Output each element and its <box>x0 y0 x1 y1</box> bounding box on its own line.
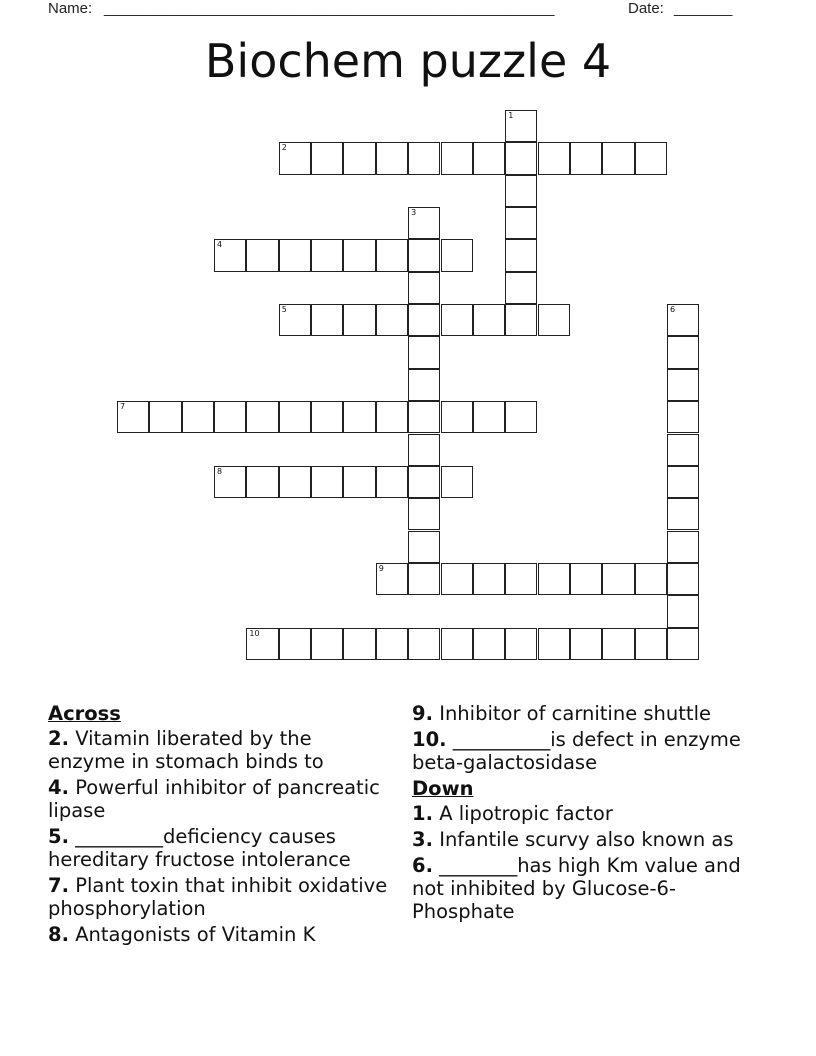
crossword-cell[interactable] <box>311 628 343 660</box>
crossword-cell[interactable] <box>279 466 311 498</box>
crossword-cell[interactable] <box>505 175 537 207</box>
crossword-cell[interactable] <box>408 563 440 595</box>
clue-number: 7. <box>48 874 69 897</box>
crossword-cell[interactable] <box>408 531 440 563</box>
clue-number: 4. <box>48 776 69 799</box>
crossword-cell[interactable] <box>667 434 699 466</box>
crossword-cell[interactable] <box>441 239 473 271</box>
crossword-cell[interactable] <box>311 466 343 498</box>
crossword-cell[interactable] <box>505 239 537 271</box>
across-clue-7 <box>48 874 388 920</box>
cell-number: 8 <box>217 466 223 476</box>
crossword-cell[interactable] <box>602 142 634 174</box>
crossword-cell[interactable] <box>441 563 473 595</box>
crossword-cell[interactable] <box>376 563 408 595</box>
crossword-cell[interactable] <box>635 628 667 660</box>
crossword-cell[interactable] <box>667 401 699 433</box>
crossword-cell[interactable] <box>408 628 440 660</box>
crossword-cell[interactable] <box>570 628 602 660</box>
crossword-cell[interactable] <box>214 401 246 433</box>
crossword-cell[interactable] <box>505 563 537 595</box>
crossword-cell[interactable] <box>667 336 699 368</box>
clue-text: Infantile scurvy also known as <box>439 828 734 851</box>
date-line: _______ <box>674 0 733 17</box>
crossword-cell[interactable] <box>376 466 408 498</box>
crossword-cell[interactable] <box>408 369 440 401</box>
across-heading: Across <box>48 702 121 725</box>
crossword-cell[interactable] <box>408 466 440 498</box>
cell-number: 1 <box>508 111 514 120</box>
crossword-cell[interactable] <box>279 239 311 271</box>
cell-number: 10 <box>249 628 260 638</box>
cell-number: 3 <box>411 208 417 218</box>
crossword-cell[interactable] <box>246 401 278 433</box>
clue-column-2 <box>412 702 752 926</box>
crossword-cell[interactable] <box>505 401 537 433</box>
down-heading: Down <box>412 777 474 800</box>
name-label: Name: <box>48 0 93 17</box>
crossword-cell[interactable] <box>214 239 246 271</box>
crossword-cell[interactable] <box>408 304 440 336</box>
crossword-cell[interactable] <box>570 563 602 595</box>
down-clue-1 <box>412 802 752 825</box>
crossword-cell[interactable] <box>279 628 311 660</box>
crossword-cell[interactable] <box>408 207 440 239</box>
clue-text: Plant toxin that inhibit oxidative phosphorylation <box>48 874 388 920</box>
crossword-cell[interactable] <box>311 239 343 271</box>
down-clue-3 <box>412 828 752 851</box>
crossword-cell[interactable] <box>667 628 699 660</box>
crossword-cell[interactable] <box>635 142 667 174</box>
clue-number: 1. <box>412 802 433 825</box>
crossword-cell[interactable] <box>538 304 570 336</box>
crossword-cell[interactable] <box>343 401 375 433</box>
crossword-cell[interactable] <box>246 628 278 660</box>
crossword-cell[interactable] <box>667 563 699 595</box>
crossword-cell[interactable] <box>441 466 473 498</box>
crossword-cell[interactable] <box>667 595 699 627</box>
across-clue-10 <box>412 728 752 774</box>
clue-text: Powerful inhibitor of pancreatic lipase <box>48 776 380 822</box>
crossword-cell[interactable] <box>408 142 440 174</box>
clue-number: 8. <box>48 923 69 946</box>
crossword-cell[interactable] <box>602 628 634 660</box>
crossword-cell[interactable] <box>473 401 505 433</box>
crossword-cell[interactable] <box>279 142 311 174</box>
crossword-cell[interactable] <box>441 304 473 336</box>
crossword-cell[interactable] <box>570 142 602 174</box>
crossword-cell[interactable] <box>408 336 440 368</box>
clue-number: 2. <box>48 727 69 750</box>
crossword-cell[interactable] <box>505 207 537 239</box>
clue-text: Antagonists of Vitamin K <box>75 923 316 946</box>
crossword-cell[interactable] <box>667 531 699 563</box>
crossword-cell[interactable] <box>343 628 375 660</box>
clue-text: ________has high Km value and not inhibited by Glucose-6-Phosphate <box>412 854 741 923</box>
date-label: Date: <box>628 0 664 17</box>
clue-number: 6. <box>412 854 433 877</box>
crossword-cell[interactable] <box>473 628 505 660</box>
crossword-cell[interactable] <box>473 304 505 336</box>
crossword-cell[interactable] <box>376 628 408 660</box>
crossword-cell[interactable] <box>376 239 408 271</box>
crossword-cell[interactable] <box>214 466 246 498</box>
across-clue-8 <box>48 923 388 946</box>
clue-text: A lipotropic factor <box>439 802 613 825</box>
crossword-cell[interactable] <box>667 369 699 401</box>
crossword-cell[interactable] <box>408 434 440 466</box>
clue-text: _________deficiency causes hereditary fructose intolerance <box>48 825 351 871</box>
crossword-cell[interactable] <box>376 142 408 174</box>
crossword-cell[interactable] <box>505 304 537 336</box>
crossword-cell[interactable] <box>538 628 570 660</box>
crossword-cell[interactable] <box>667 304 699 336</box>
clue-text: Inhibitor of carnitine shuttle <box>439 702 711 725</box>
crossword-cell[interactable] <box>117 401 149 433</box>
crossword-cell[interactable] <box>505 110 537 142</box>
crossword-cell[interactable] <box>343 239 375 271</box>
crossword-cell[interactable] <box>473 563 505 595</box>
clue-number: 5. <box>48 825 69 848</box>
clue-number: 10. <box>412 728 447 751</box>
across-clue-9 <box>412 702 752 725</box>
crossword-cell[interactable] <box>343 466 375 498</box>
crossword-cell[interactable] <box>149 401 181 433</box>
crossword-cell[interactable] <box>505 628 537 660</box>
clue-number: 9. <box>412 702 433 725</box>
crossword-cell[interactable] <box>279 401 311 433</box>
crossword-cell[interactable] <box>408 401 440 433</box>
crossword-cell[interactable] <box>538 142 570 174</box>
crossword-cell[interactable] <box>246 466 278 498</box>
cell-number: 2 <box>281 143 287 153</box>
crossword-cell[interactable] <box>408 498 440 530</box>
page-title: Biochem puzzle 4 <box>204 34 612 88</box>
crossword-cell[interactable] <box>311 142 343 174</box>
name-line: ______________________________________________________ <box>104 0 555 17</box>
crossword-cell[interactable] <box>441 628 473 660</box>
across-clue-5 <box>48 825 388 871</box>
crossword-cell[interactable] <box>667 466 699 498</box>
across-clue-2 <box>48 727 388 773</box>
crossword-cell[interactable] <box>376 304 408 336</box>
crossword-cell[interactable] <box>635 563 667 595</box>
crossword-cell[interactable] <box>343 304 375 336</box>
crossword-cell[interactable] <box>376 401 408 433</box>
down-clue-6 <box>412 854 752 923</box>
crossword-cell[interactable] <box>602 563 634 595</box>
clue-text: __________is defect in enzyme beta-galactosidase <box>412 728 741 774</box>
crossword-cell[interactable] <box>473 142 505 174</box>
clue-column-1 <box>48 702 388 949</box>
cell-number: 4 <box>217 240 223 250</box>
crossword-cell[interactable] <box>505 142 537 174</box>
crossword-cell[interactable] <box>279 304 311 336</box>
crossword-cell[interactable] <box>441 401 473 433</box>
crossword-cell[interactable] <box>505 272 537 304</box>
cell-number: 7 <box>120 402 126 412</box>
cell-number: 5 <box>281 305 287 315</box>
crossword-cell[interactable] <box>343 142 375 174</box>
crossword-cell[interactable] <box>667 498 699 530</box>
clue-text: Vitamin liberated by the enzyme in stomach binds to <box>48 727 324 773</box>
across-clue-4 <box>48 776 388 822</box>
crossword-cell[interactable] <box>408 239 440 271</box>
crossword-cell[interactable] <box>311 401 343 433</box>
crossword-cell[interactable] <box>441 142 473 174</box>
cell-number: 9 <box>378 563 384 573</box>
crossword-cell[interactable] <box>182 401 214 433</box>
cell-number: 6 <box>669 305 676 315</box>
crossword-cell[interactable] <box>246 239 278 271</box>
crossword-cell[interactable] <box>538 563 570 595</box>
crossword-cell[interactable] <box>408 272 440 304</box>
crossword-cell[interactable] <box>311 304 343 336</box>
clue-number: 3. <box>412 828 433 851</box>
